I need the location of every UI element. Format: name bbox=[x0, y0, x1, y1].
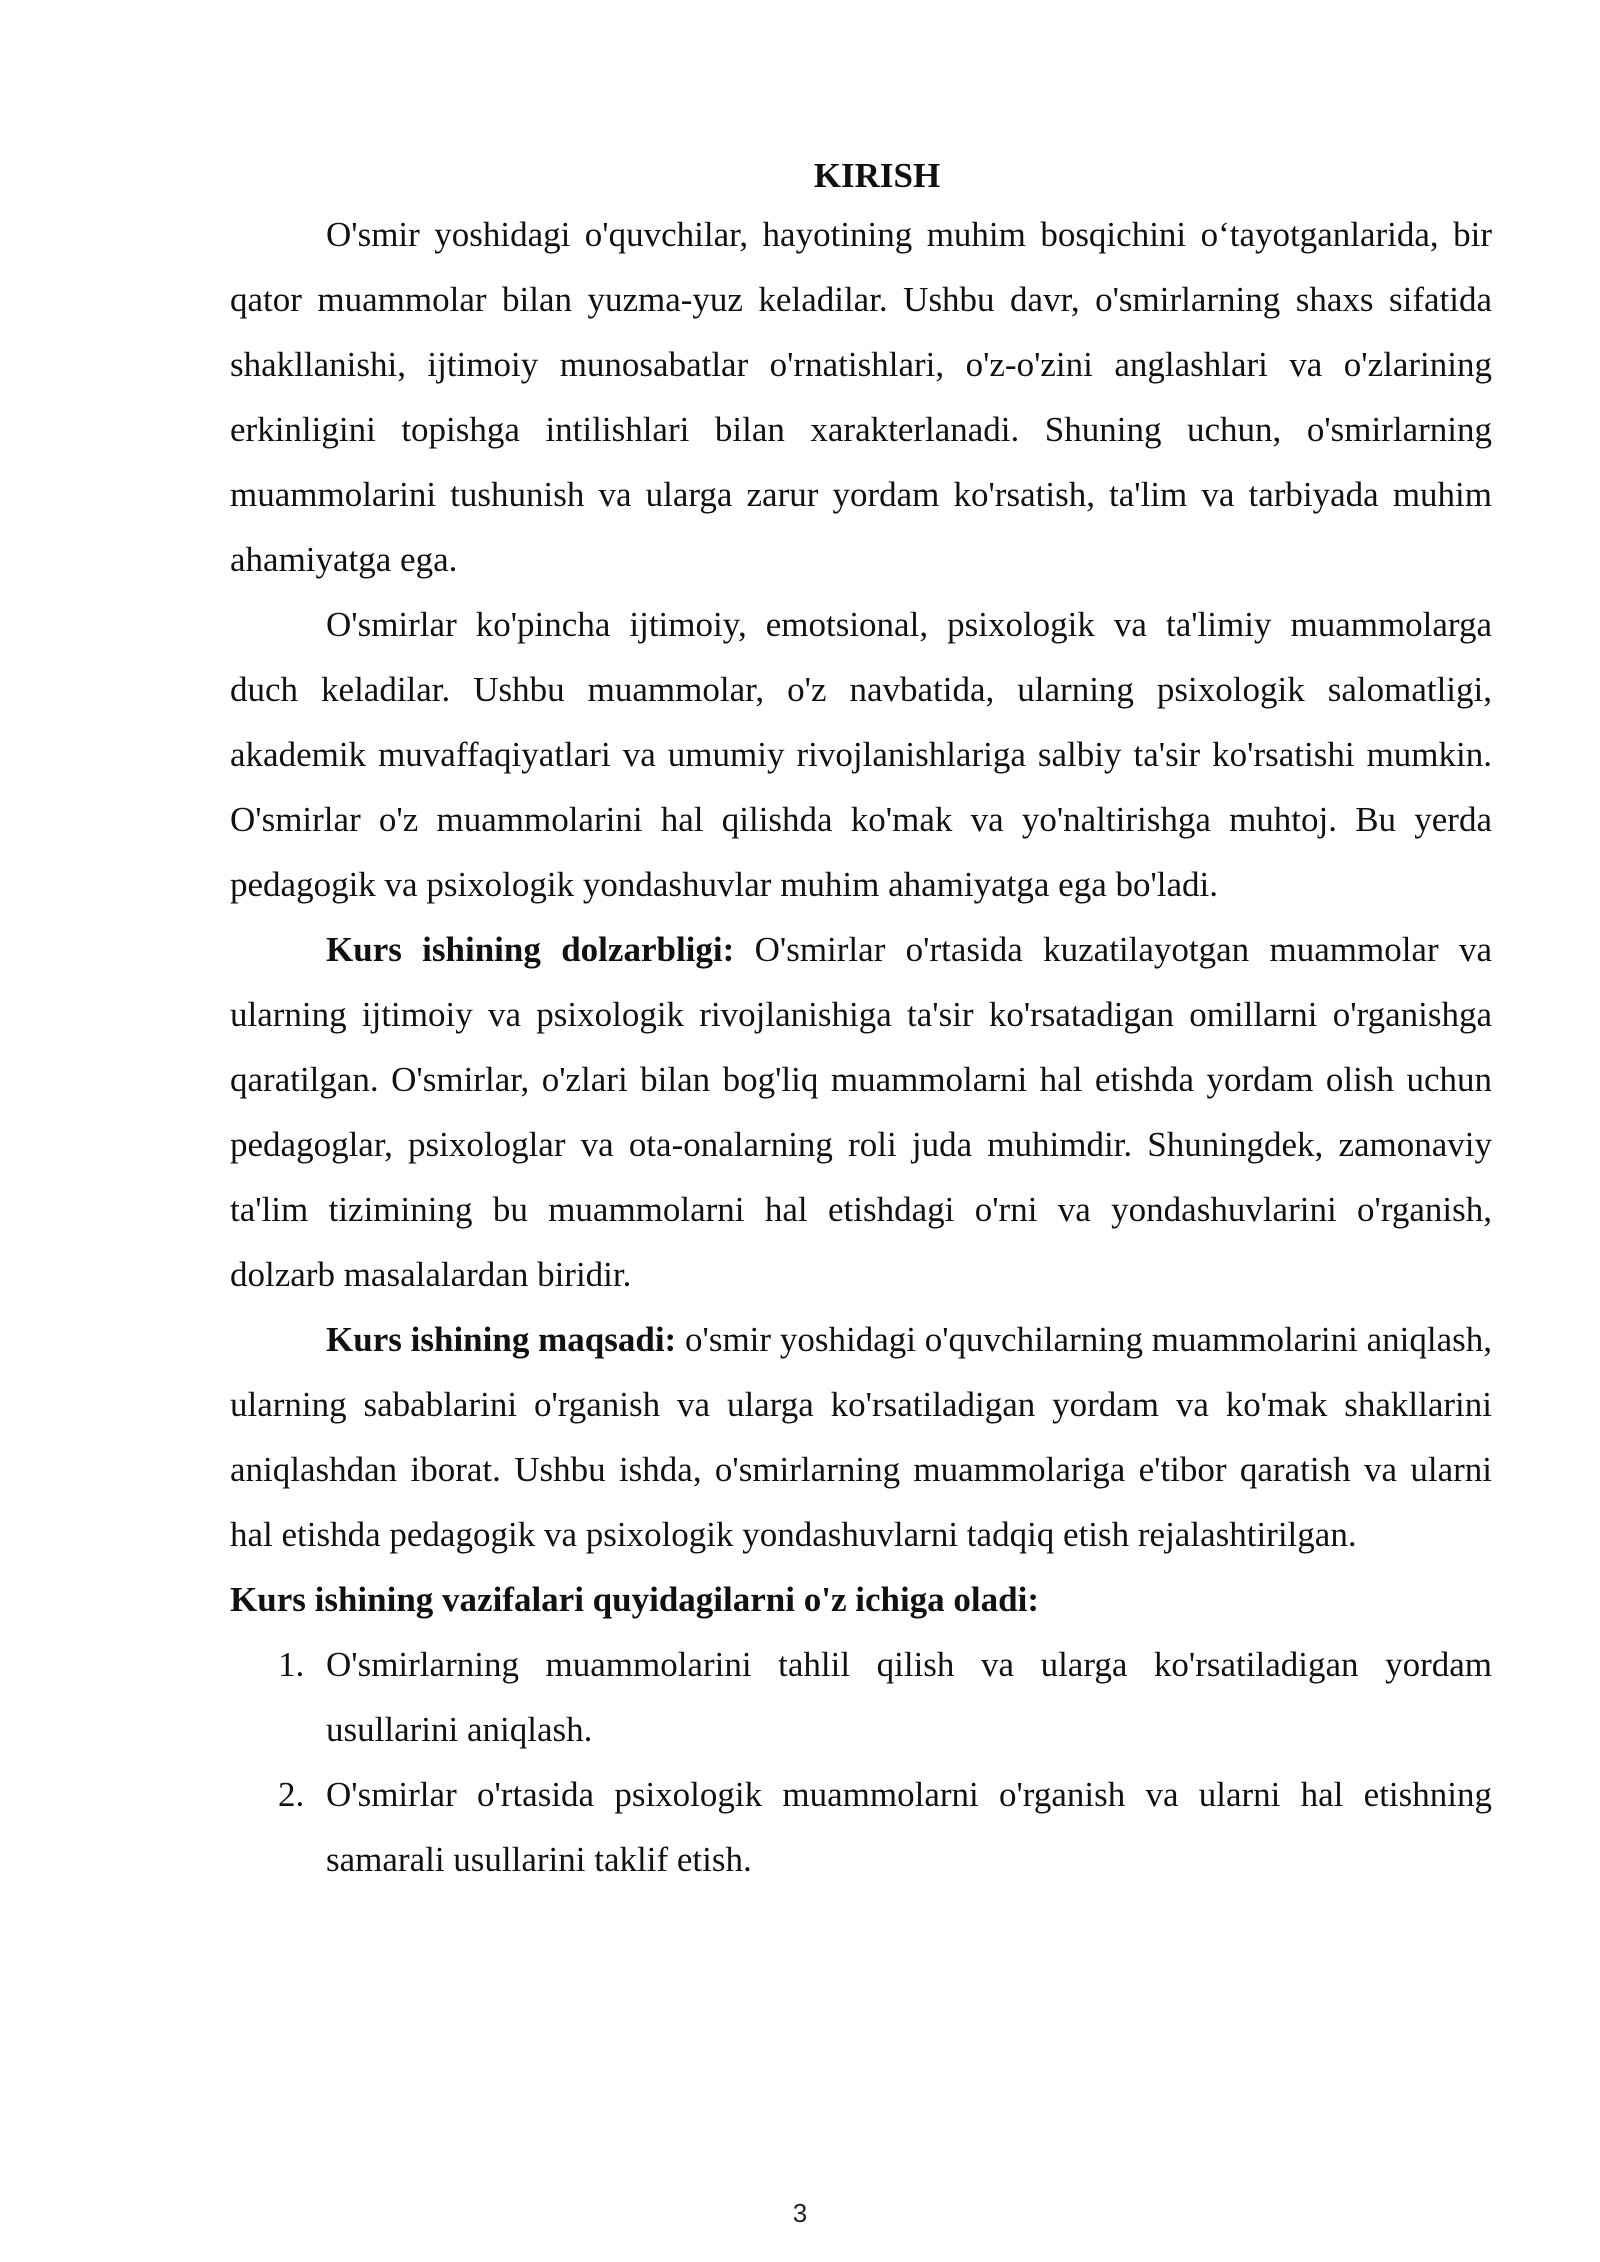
paragraph-text: O'smirlar ko'pincha ijtimoiy, emotsional, psixologik va ta'limiy muammolarga duch keladilar. Ushbu muammolar, o'z navbatida, ularning psixologik salomatligi, akademik muvaffaqiyatlari va umumiy rivojlanishlariga salbiy ta'sir ko'rsatishi mumkin. O'smirlar o'z muammolarini hal qilishda ko'mak va yo'naltirishga muhtoj. Bu yerda pedagogik va psixologik yondashuvlar muhim ahamiyatga ega bo'ladi. bbox=[230, 605, 1492, 904]
list-item bbox=[230, 1762, 1492, 1892]
goal-paragraph bbox=[230, 1307, 1492, 1567]
relevance-paragraph bbox=[230, 917, 1492, 1307]
goal-lead: Kurs ishining maqsadi: bbox=[326, 1320, 677, 1359]
relevance-lead: Kurs ishining dolzarbligi: bbox=[326, 930, 735, 969]
list-item-number: 1. bbox=[278, 1645, 305, 1684]
intro-paragraph-1 bbox=[230, 202, 1492, 592]
list-item-text: O'smirlarning muammolarini tahlil qilish va ularga ko'rsatiladigan yordam usullarini aniqlash. bbox=[326, 1645, 1492, 1749]
list-item-number: 2. bbox=[278, 1775, 305, 1814]
tasks-list bbox=[230, 1632, 1492, 1892]
list-item-text: O'smirlar o'rtasida psixologik muammolarni o'rganish va ularni hal etishning samarali usullarini taklif etish. bbox=[326, 1775, 1492, 1879]
intro-paragraph-2 bbox=[230, 592, 1492, 917]
paragraph-text: O'smirlar o'rtasida kuzatilayotgan muammolar va ularning ijtimoiy va psixologik rivojlanishiga ta'sir ko'rsatadigan omillarni o'rganishga qaratilgan. O'smirlar, o'zlari bilan bog'liq muammolarni hal etishda yordam olish uchun pedagoglar, psixologlar va ota-onalarning roli juda muhimdir. Shuningdek, zamonaviy ta'lim tizimining bu muammolarni hal etishdagi o'rni va yondashuvlarini o'rganish, dolzarb masalalardan biridir. bbox=[230, 930, 1492, 1294]
paragraph-text: O'smir yoshidagi o'quvchilar, hayotining muhim bosqichini o‘tayotganlarida, bir qator muammolar bilan yuzma-yuz keladilar. Ushbu davr, o'smirlarning shaxs sifatida shakllanishi, ijtimoiy munosabatlar o'rnatishlari, o'z-o'zini anglashlari va o'zlarining erkinligini topishga intilishlari bilan xarakterlanadi. Shuning uchun, o'smirlarning muammolarini tushunish va ularga zarur yordam ko'rsatish, ta'lim va tarbiyada muhim ahamiyatga ega. bbox=[230, 215, 1492, 579]
tasks-heading: Kurs ishining vazifalari quyidagilarni o'z ichiga oladi: bbox=[230, 1580, 1039, 1619]
page-number: 3 bbox=[792, 2198, 808, 2228]
page-title: KIRISH bbox=[813, 156, 941, 195]
paragraph-text: o'smir yoshidagi o'quvchilarning muammolarini aniqlash, ularning sabablarini o'rganish va ularga ko'rsatiladigan yordam va ko'mak shakllarini aniqlashdan iborat. Ushbu ishda, o'smirlarning muammolariga e'tibor qaratish va ularni hal etishda pedagogik va psixologik yondashuvlarni tadqiq etish rejalashtirilgan. bbox=[230, 1320, 1492, 1554]
page-content bbox=[230, 150, 1492, 1892]
list-item bbox=[230, 1632, 1492, 1762]
